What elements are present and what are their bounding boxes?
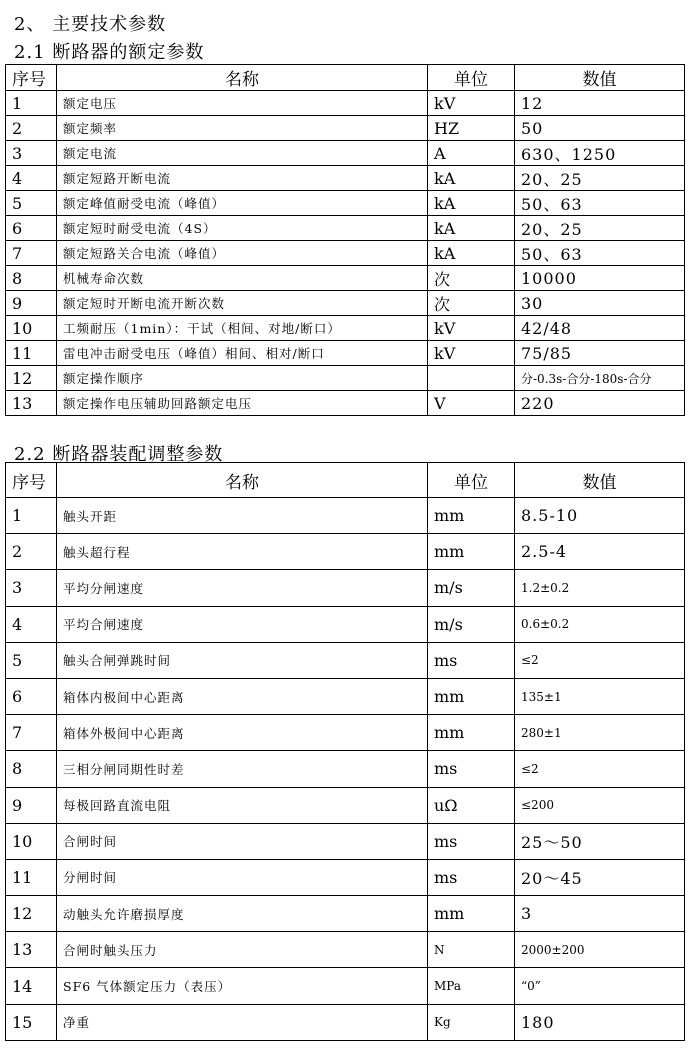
row-unit: kV [428, 341, 515, 366]
table-row [6, 141, 685, 166]
section-2-2-heading: 2.2 断路器装配调整参数 [14, 444, 224, 465]
row-value: 8.5-10 [515, 498, 685, 534]
row-unit: uΩ [428, 787, 515, 823]
row-number: 7 [6, 241, 57, 266]
section-2-1-heading: 2.1 断路器的额定参数 [14, 42, 205, 63]
row-name: 雷电冲击耐受电压（峰值）相间、相对/断口 [57, 341, 428, 366]
row-number: 4 [6, 166, 57, 191]
row-value: 75/85 [515, 341, 685, 366]
row-value: ≤2 [515, 751, 685, 787]
col-header-value: 数值 [515, 463, 685, 498]
row-name: 额定短时耐受电流（4S） [57, 216, 428, 241]
row-number: 10 [6, 316, 57, 341]
row-value: 25～50 [515, 823, 685, 859]
row-number: 15 [6, 1004, 57, 1040]
table-row [6, 570, 685, 606]
col-header-name: 名称 [57, 65, 428, 91]
section-main-heading: 2、 主要技术参数 [14, 14, 167, 35]
row-name: 额定峰值耐受电流（峰值） [57, 191, 428, 216]
col-header-no: 序号 [6, 463, 57, 498]
row-unit: ms [428, 823, 515, 859]
row-name: 动触头允许磨损厚度 [57, 896, 428, 932]
table-row [6, 823, 685, 859]
table-row [6, 391, 685, 416]
table-row [6, 715, 685, 751]
table-row [6, 751, 685, 787]
row-unit: A [428, 141, 515, 166]
row-number: 5 [6, 191, 57, 216]
row-name: 触头开距 [57, 498, 428, 534]
row-number: 8 [6, 751, 57, 787]
table-header-row [6, 463, 685, 498]
table-row [6, 859, 685, 895]
row-value: 180 [515, 1004, 685, 1040]
table-body [6, 91, 685, 416]
row-number: 5 [6, 642, 57, 678]
row-value: “0” [515, 968, 685, 1004]
row-number: 1 [6, 498, 57, 534]
row-unit: kV [428, 91, 515, 116]
row-name: SF6 气体额定压力（表压） [57, 968, 428, 1004]
row-value: 50 [515, 116, 685, 141]
rated-parameters-table [5, 64, 685, 416]
row-unit [428, 366, 515, 391]
col-header-unit: 单位 [428, 65, 515, 91]
row-number: 13 [6, 391, 57, 416]
table-row [6, 678, 685, 714]
row-unit: ms [428, 642, 515, 678]
row-unit: V [428, 391, 515, 416]
row-number: 6 [6, 216, 57, 241]
row-number: 10 [6, 823, 57, 859]
row-name: 平均合闸速度 [57, 606, 428, 642]
assembly-adjustment-table [5, 462, 685, 1041]
row-name: 额定电压 [57, 91, 428, 116]
row-value: 630、1250 [515, 141, 685, 166]
table-row [6, 166, 685, 191]
row-value: ≤2 [515, 642, 685, 678]
row-value: 2.5-4 [515, 534, 685, 570]
row-number: 11 [6, 341, 57, 366]
col-header-name: 名称 [57, 463, 428, 498]
row-number: 6 [6, 678, 57, 714]
col-header-no: 序号 [6, 65, 57, 91]
row-unit: mm [428, 896, 515, 932]
row-value: ≤200 [515, 787, 685, 823]
row-value: 20～45 [515, 859, 685, 895]
row-unit: m/s [428, 570, 515, 606]
row-value: 2000±200 [515, 932, 685, 968]
table-header-row [6, 65, 685, 91]
row-number: 2 [6, 116, 57, 141]
row-unit: MPa [428, 968, 515, 1004]
table-row [6, 642, 685, 678]
row-number: 12 [6, 896, 57, 932]
row-name: 合闸时触头压力 [57, 932, 428, 968]
row-unit: ms [428, 859, 515, 895]
table-row [6, 366, 685, 391]
row-unit: 次 [428, 291, 515, 316]
table-row [6, 241, 685, 266]
row-unit: kA [428, 216, 515, 241]
row-name: 工频耐压（1min）：干试（相间、对地/断口） [57, 316, 428, 341]
row-name: 三相分闸同期性时差 [57, 751, 428, 787]
row-name: 分闸时间 [57, 859, 428, 895]
row-number: 11 [6, 859, 57, 895]
row-name: 额定操作电压辅助回路额定电压 [57, 391, 428, 416]
row-number: 1 [6, 91, 57, 116]
table-row [6, 266, 685, 291]
table-row [6, 216, 685, 241]
row-value: 分-0.3s-合分-180s-合分 [515, 366, 685, 391]
row-name: 额定短路开断电流 [57, 166, 428, 191]
row-value: 135±1 [515, 678, 685, 714]
row-unit: kA [428, 191, 515, 216]
row-unit: kV [428, 316, 515, 341]
row-value: 20、25 [515, 216, 685, 241]
row-value: 3 [515, 896, 685, 932]
row-number: 4 [6, 606, 57, 642]
row-unit: mm [428, 715, 515, 751]
row-unit: 次 [428, 266, 515, 291]
table-row [6, 968, 685, 1004]
row-name: 额定频率 [57, 116, 428, 141]
row-name: 触头超行程 [57, 534, 428, 570]
row-number: 9 [6, 787, 57, 823]
col-header-value: 数值 [515, 65, 685, 91]
table-row [6, 91, 685, 116]
row-number: 7 [6, 715, 57, 751]
row-value: 220 [515, 391, 685, 416]
row-number: 2 [6, 534, 57, 570]
table-row [6, 316, 685, 341]
table-row [6, 191, 685, 216]
row-value: 42/48 [515, 316, 685, 341]
table-row [6, 498, 685, 534]
table-row [6, 787, 685, 823]
row-name: 额定操作顺序 [57, 366, 428, 391]
row-value: 20、25 [515, 166, 685, 191]
table-row [6, 932, 685, 968]
table-row [6, 116, 685, 141]
row-value: 50、63 [515, 241, 685, 266]
row-value: 50、63 [515, 191, 685, 216]
row-name: 平均分闸速度 [57, 570, 428, 606]
row-unit: mm [428, 534, 515, 570]
row-number: 3 [6, 570, 57, 606]
row-value: 12 [515, 91, 685, 116]
row-value: 30 [515, 291, 685, 316]
row-name: 箱体内极间中心距离 [57, 678, 428, 714]
row-value: 1.2±0.2 [515, 570, 685, 606]
table-row [6, 534, 685, 570]
row-name: 合闸时间 [57, 823, 428, 859]
row-unit: mm [428, 498, 515, 534]
row-name: 触头合闸弹跳时间 [57, 642, 428, 678]
row-unit: m/s [428, 606, 515, 642]
row-name: 每极回路直流电阻 [57, 787, 428, 823]
table-row [6, 606, 685, 642]
col-header-unit: 单位 [428, 463, 515, 498]
row-unit: kA [428, 241, 515, 266]
row-unit: kA [428, 166, 515, 191]
row-number: 3 [6, 141, 57, 166]
table-row [6, 1004, 685, 1040]
table-row [6, 896, 685, 932]
row-name: 额定短路关合电流（峰值） [57, 241, 428, 266]
row-unit: HZ [428, 116, 515, 141]
row-number: 14 [6, 968, 57, 1004]
row-unit: Kg [428, 1004, 515, 1040]
row-value: 0.6±0.2 [515, 606, 685, 642]
row-name: 箱体外极间中心距离 [57, 715, 428, 751]
row-name: 额定电流 [57, 141, 428, 166]
table-row [6, 341, 685, 366]
row-number: 13 [6, 932, 57, 968]
row-name: 机械寿命次数 [57, 266, 428, 291]
row-number: 9 [6, 291, 57, 316]
row-number: 12 [6, 366, 57, 391]
table-row [6, 291, 685, 316]
row-value: 10000 [515, 266, 685, 291]
row-name: 额定短时开断电流开断次数 [57, 291, 428, 316]
table-body [6, 498, 685, 1041]
row-unit: mm [428, 678, 515, 714]
row-value: 280±1 [515, 715, 685, 751]
row-name: 净重 [57, 1004, 428, 1040]
row-number: 8 [6, 266, 57, 291]
row-unit: ms [428, 751, 515, 787]
row-unit: N [428, 932, 515, 968]
